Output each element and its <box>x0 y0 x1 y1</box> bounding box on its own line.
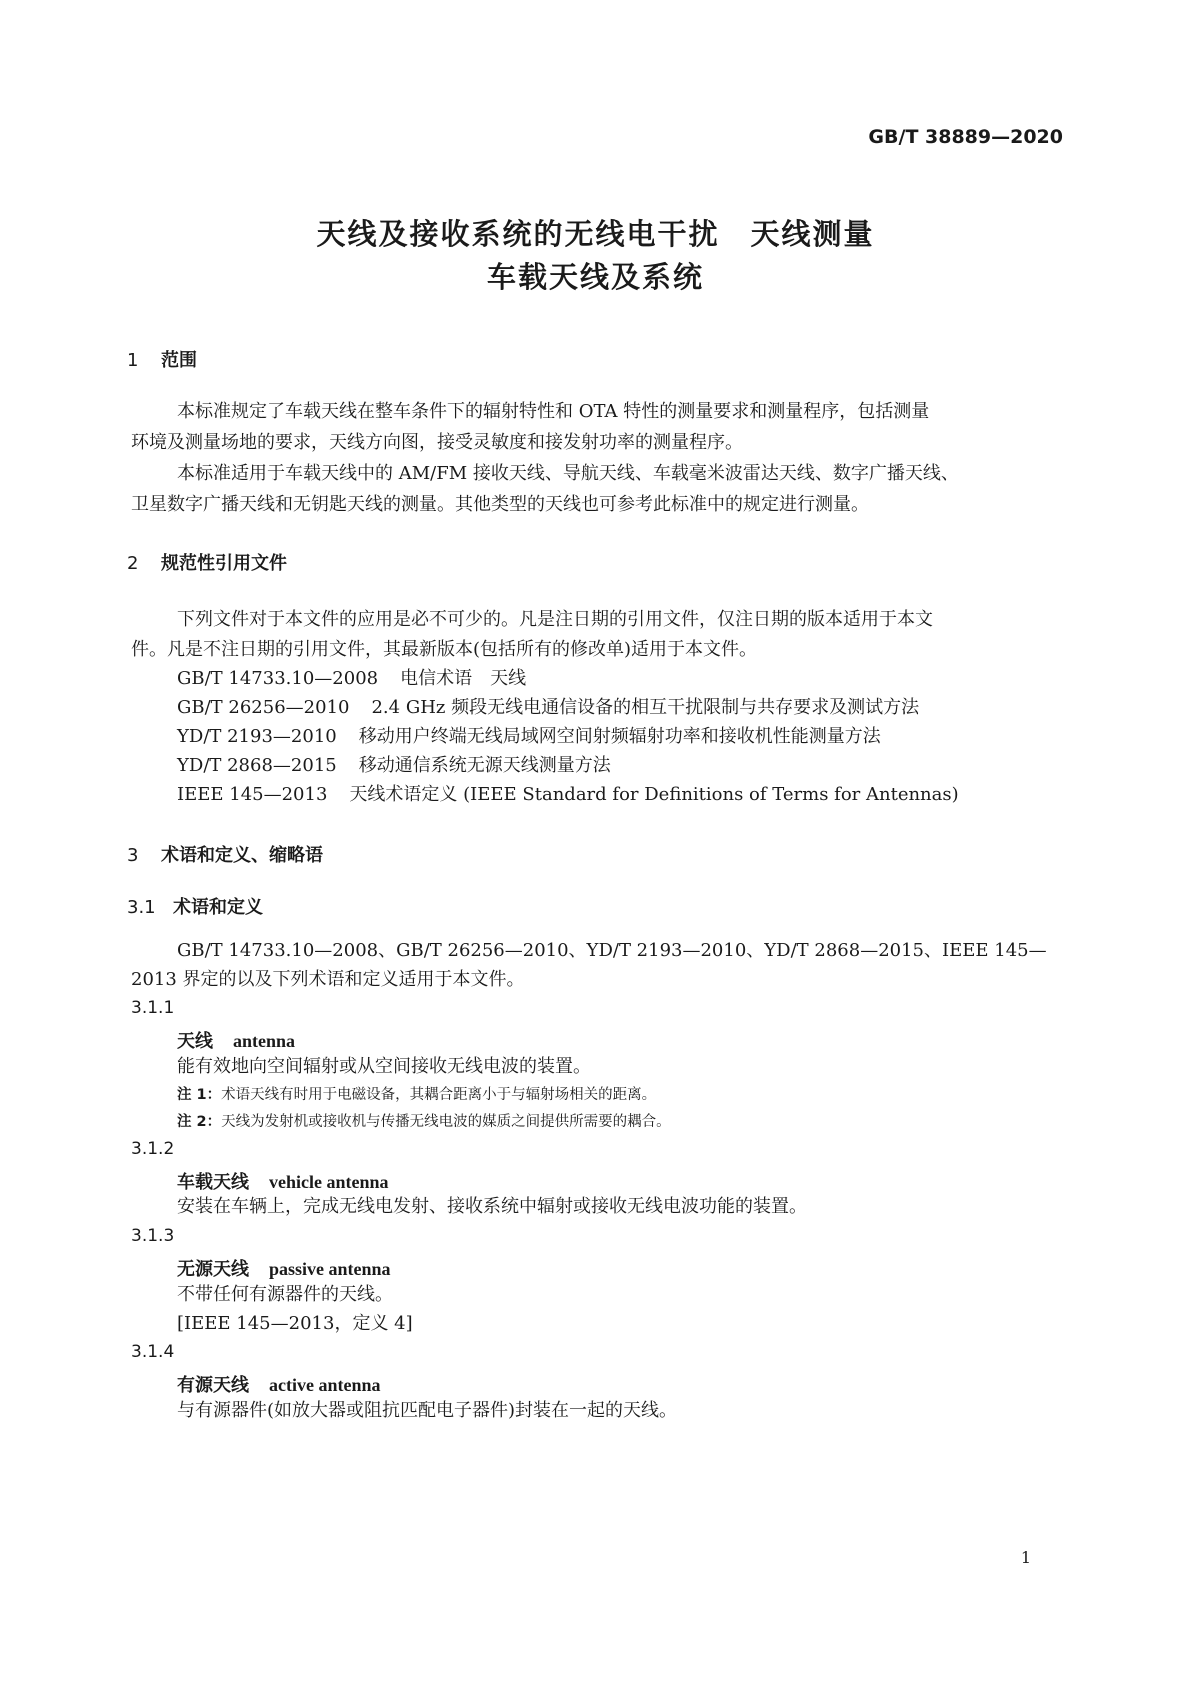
reference-code: GB/T 26256—2010 <box>177 697 350 718</box>
section-number: 1 <box>127 350 139 371</box>
section-title: 范围 <box>161 350 197 371</box>
term-definition: 与有源器件(如放大器或阻抗匹配电子器件)封装在一起的天线。 <box>177 1400 678 1421</box>
term-heading <box>177 1371 381 1397</box>
section-3-heading <box>127 841 323 867</box>
term-en: antenna <box>233 1031 296 1051</box>
reference-item <box>177 779 959 810</box>
reference-item <box>177 692 919 723</box>
paragraph-line: 本标准规定了车载天线在整车条件下的辐射特性和 OTA 特性的测量要求和测量程序，包括测量 <box>177 401 930 422</box>
paragraph-line: 2013 界定的以及下列术语和定义适用于本文件。 <box>131 969 525 990</box>
term-heading <box>177 1027 295 1053</box>
subsection-title: 术语和定义 <box>173 897 263 918</box>
reference-item <box>177 663 526 694</box>
term-definition: 不带任何有源器件的天线。 <box>177 1284 393 1305</box>
section-title: 规范性引用文件 <box>161 553 287 574</box>
term-number: 3.1.1 <box>131 998 175 1018</box>
subsection-3-1-heading <box>127 893 263 919</box>
reference-code: IEEE 145—2013 <box>177 784 328 805</box>
term-zh: 有源天线 <box>177 1375 249 1396</box>
reference-title: 电信术语 天线 <box>400 668 527 689</box>
title-line-1: 天线及接收系统的无线电干扰 天线测量 <box>316 217 875 251</box>
term-definition: 能有效地向空间辐射或从空间接收无线电波的装置。 <box>177 1056 591 1077</box>
paragraph-line: 下列文件对于本文件的应用是必不可少的。凡是注日期的引用文件，仅注日期的版本适用于本文 <box>177 609 933 630</box>
page-number: 1 <box>1020 1548 1031 1567</box>
note-text: 天线为发射机或接收机与传播无线电波的媒质之间提供所需要的耦合。 <box>221 1114 671 1130</box>
term-en: vehicle antenna <box>269 1172 389 1192</box>
section-1-heading <box>127 346 197 372</box>
term-number: 3.1.2 <box>131 1139 175 1159</box>
reference-code: YD/T 2868—2015 <box>177 755 337 776</box>
term-en: active antenna <box>269 1375 381 1395</box>
section-2-heading <box>127 549 287 575</box>
reference-code: GB/T 14733.10—2008 <box>177 668 379 689</box>
term-source: [IEEE 145—2013，定义 4] <box>177 1313 413 1334</box>
subsection-number: 3.1 <box>127 897 156 918</box>
term-number: 3.1.4 <box>131 1342 175 1362</box>
section-number: 2 <box>127 553 139 574</box>
reference-title: 天线术语定义 (IEEE Standard for Definitions of Terms for Antennas) <box>349 784 959 805</box>
title-line-2: 车载天线及系统 <box>486 260 704 294</box>
section-number: 3 <box>127 845 139 866</box>
reference-title: 移动用户终端无线局域网空间射频辐射功率和接收机性能测量方法 <box>358 726 881 747</box>
paragraph-line: 件。凡是不注日期的引用文件，其最新版本(包括所有的修改单)适用于本文件。 <box>131 639 758 660</box>
reference-title: 移动通信系统无源天线测量方法 <box>358 755 611 776</box>
note-text: 术语天线有时用于电磁设备，其耦合距离小于与辐射场相关的距离。 <box>221 1087 657 1103</box>
term-heading <box>177 1255 391 1281</box>
note-label: 注 1： <box>177 1087 222 1103</box>
reference-item <box>177 750 611 781</box>
paragraph-line: 卫星数字广播天线和无钥匙天线的测量。其他类型的天线也可参考此标准中的规定进行测量。 <box>131 494 869 515</box>
reference-title: 2.4 GHz 频段无线电通信设备的相互干扰限制与共存要求及测试方法 <box>371 697 920 718</box>
term-number: 3.1.3 <box>131 1226 175 1246</box>
paragraph-line: 环境及测量场地的要求，天线方向图，接受灵敏度和接发射功率的测量程序。 <box>131 432 743 453</box>
term-definition: 安装在车辆上，完成无线电发射、接收系统中辐射或接收无线电波功能的装置。 <box>177 1196 807 1217</box>
reference-code: YD/T 2193—2010 <box>177 726 337 747</box>
paragraph-line: 本标准适用于车载天线中的 AM/FM 接收天线、导航天线、车载毫米波雷达天线、数字广播天线、 <box>177 463 959 484</box>
term-zh: 车载天线 <box>177 1172 249 1193</box>
note-label: 注 2： <box>177 1114 222 1130</box>
term-en: passive antenna <box>269 1259 391 1279</box>
section-title: 术语和定义、缩略语 <box>161 845 323 866</box>
standard-number: GB/T 38889—2020 <box>868 126 1063 148</box>
term-zh: 天线 <box>177 1031 213 1052</box>
term-zh: 无源天线 <box>177 1259 249 1280</box>
note <box>177 1110 671 1131</box>
note <box>177 1083 656 1104</box>
reference-item <box>177 721 881 752</box>
paragraph-line: GB/T 14733.10—2008、GB/T 26256—2010、YD/T 2193—2010、YD/T 2868—2015、IEEE 145— <box>177 940 1047 961</box>
